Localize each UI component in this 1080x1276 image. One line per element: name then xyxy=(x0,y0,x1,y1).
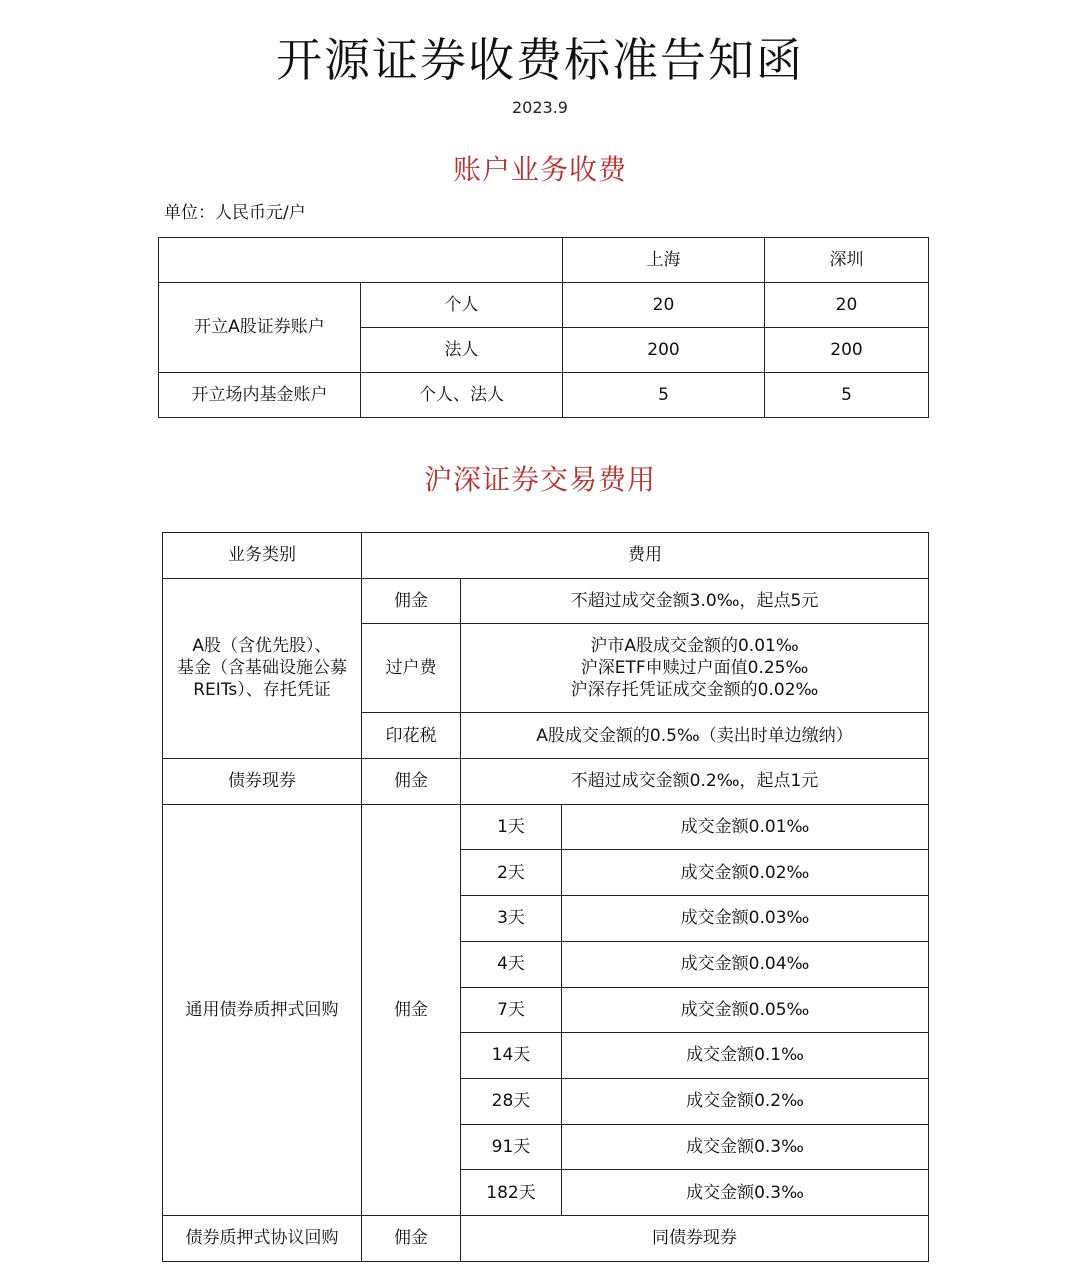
trade-section-heading: 沪深证券交易费用 xyxy=(423,463,656,496)
repo-fee: 成交金额0.3‰ xyxy=(562,1170,929,1216)
agreement-repo-category: 债券质押式协议回购 xyxy=(163,1215,362,1261)
repo-term: 7天 xyxy=(461,987,562,1033)
repo-term: 182天 xyxy=(461,1170,562,1216)
repo-fee: 成交金额0.01‰ xyxy=(562,804,929,850)
repo-fee: 成交金额0.2‰ xyxy=(562,1078,929,1124)
repo-term: 14天 xyxy=(461,1033,562,1079)
a-share-category xyxy=(163,578,362,758)
fee-shenzhen: 20 xyxy=(765,283,929,328)
category-line: REITs）、存托凭证 xyxy=(193,680,331,701)
commission-label: 佣金 xyxy=(362,1215,461,1261)
document-date: 2023.9 xyxy=(512,98,568,117)
commission-label: 佣金 xyxy=(362,578,461,624)
table-row xyxy=(163,578,929,624)
agreement-repo-fee: 同债券现券 xyxy=(461,1215,929,1261)
account-type: 个人、法人 xyxy=(361,373,563,418)
repo-fee: 成交金额0.3‰ xyxy=(562,1124,929,1170)
repo-category: 通用债券质押式回购 xyxy=(163,804,362,1215)
repo-fee: 成交金额0.02‰ xyxy=(562,850,929,896)
commission-value: 不超过成交金额3.0‰，起点5元 xyxy=(461,578,929,624)
header-fee: 费用 xyxy=(362,533,929,579)
repo-term: 28天 xyxy=(461,1078,562,1124)
commission-label: 佣金 xyxy=(362,804,461,1215)
table-row xyxy=(159,283,929,328)
fee-shanghai: 200 xyxy=(563,328,765,373)
account-type: 个人 xyxy=(361,283,563,328)
a-share-account-label: 开立A股证券账户 xyxy=(159,283,361,373)
account-section-heading: 账户业务收费 xyxy=(452,153,627,186)
repo-term: 2天 xyxy=(461,850,562,896)
bond-spot-fee: 不超过成交金额0.2‰，起点1元 xyxy=(461,759,929,805)
repo-fee: 成交金额0.1‰ xyxy=(562,1033,929,1079)
table-row xyxy=(163,533,929,579)
repo-fee: 成交金额0.04‰ xyxy=(562,941,929,987)
bond-spot-category: 债券现券 xyxy=(163,759,362,805)
fee-shenzhen: 5 xyxy=(765,373,929,418)
table-row xyxy=(159,373,929,418)
table-row xyxy=(163,759,929,805)
repo-fee: 成交金额0.03‰ xyxy=(562,896,929,942)
fee-shanghai: 5 xyxy=(563,373,765,418)
transfer-fee-label: 过户费 xyxy=(362,624,461,713)
fee-shanghai: 20 xyxy=(563,283,765,328)
table-row xyxy=(163,804,929,850)
header-shanghai: 上海 xyxy=(563,238,765,283)
stamp-tax-value: A股成交金额的0.5‰（卖出时单边缴纳） xyxy=(461,713,929,759)
transfer-fee-line: 沪深ETF申赎过户面值0.25‰ xyxy=(580,658,809,679)
commission-label: 佣金 xyxy=(362,759,461,805)
account-type: 法人 xyxy=(361,328,563,373)
repo-term: 1天 xyxy=(461,804,562,850)
page-title: 开源证券收费标准告知函 xyxy=(276,33,804,87)
category-line: A股（含优先股）、 xyxy=(192,636,332,657)
repo-term: 91天 xyxy=(461,1124,562,1170)
repo-fee: 成交金额0.05‰ xyxy=(562,987,929,1033)
transfer-fee-value xyxy=(461,624,929,713)
repo-term: 4天 xyxy=(461,941,562,987)
table-row xyxy=(163,1215,929,1261)
table-corner-cell xyxy=(159,238,563,283)
transfer-fee-line: 沪深存托凭证成交金额的0.02‰ xyxy=(570,680,819,701)
stamp-tax-label: 印花税 xyxy=(362,713,461,759)
trade-fee-table xyxy=(162,532,929,1262)
category-line: 基金（含基础设施公募 xyxy=(177,658,347,679)
header-category: 业务类别 xyxy=(163,533,362,579)
repo-term: 3天 xyxy=(461,896,562,942)
fund-account-label: 开立场内基金账户 xyxy=(159,373,361,418)
account-fee-table xyxy=(158,237,929,418)
header-shenzhen: 深圳 xyxy=(765,238,929,283)
transfer-fee-line: 沪市A股成交金额的0.01‰ xyxy=(590,636,799,657)
unit-label: 单位：人民币元/户 xyxy=(164,203,306,223)
fee-shenzhen: 200 xyxy=(765,328,929,373)
table-row xyxy=(159,238,929,283)
